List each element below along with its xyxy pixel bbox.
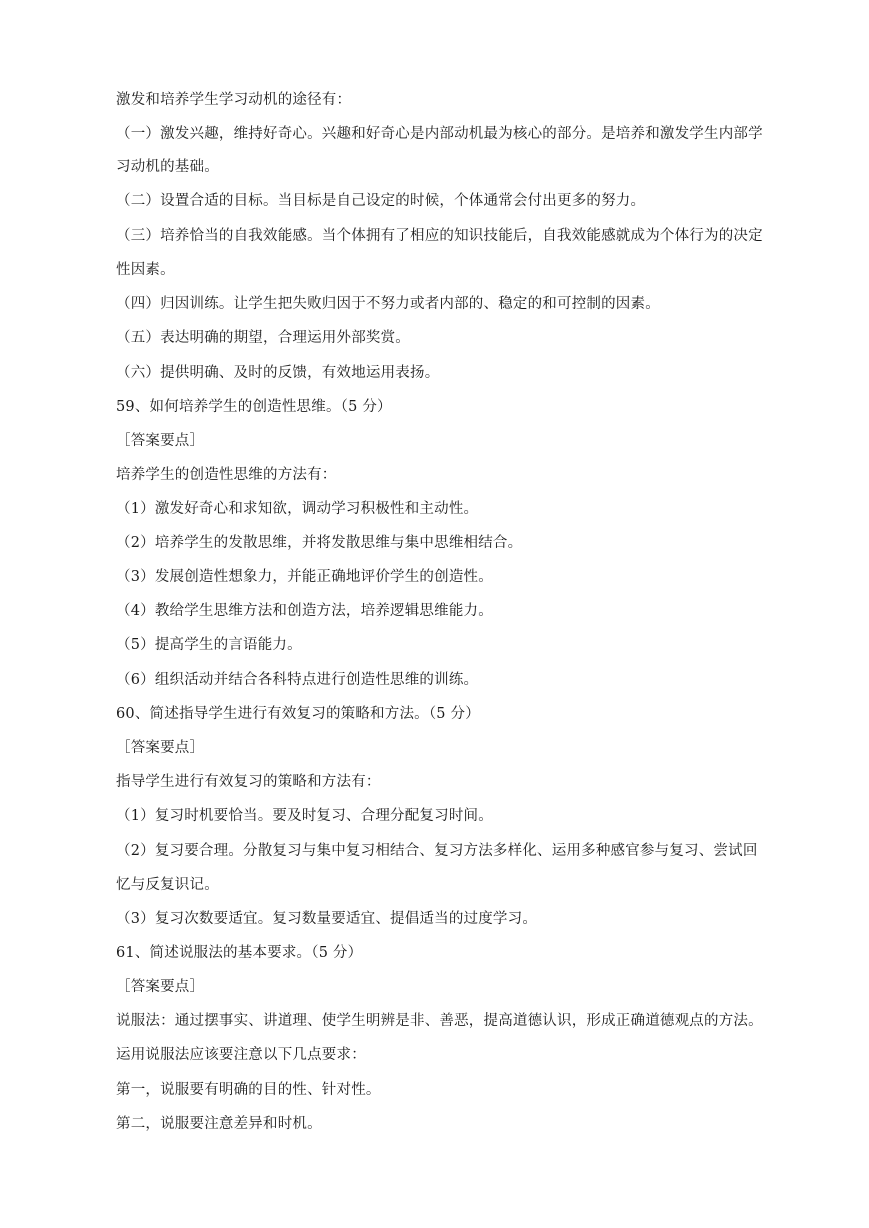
text-line: 忆与反复识记。 [116,877,219,893]
text-line: （六）提供明确、及时的反馈，有效地运用表扬。 [116,365,440,381]
text-line: 激发和培养学生学习动机的途径有： [116,92,352,108]
text-line: （四）归因训练。让学生把失败归因于不努力或者内部的、稳定的和可控制的因素。 [116,296,660,312]
text-line: 第一，说服要有明确的目的性、针对性。 [116,1082,381,1098]
text-line: 培养学生的创造性思维的方法有： [116,467,337,483]
text-line: （6）组织活动并结合各科特点进行创造性思维的训练。 [116,672,479,688]
text-line: 习动机的基础。 [116,159,219,175]
text-line: 说服法：通过摆事实、讲道理、使学生明辨是非、善恶，提高道德认识，形成正确道德观点的方法。 [116,1013,763,1029]
question-heading: 59、如何培养学生的创造性思维。（5 分） [116,399,392,415]
answer-label: ［答案要点］ [116,740,205,756]
text-line: （三）培养恰当的自我效能感。当个体拥有了相应的知识技能后，自我效能感就成为个体行为的决定 [116,228,763,244]
text-line: 指导学生进行有效复习的策略和方法有： [116,774,381,790]
text-line: （5）提高学生的言语能力。 [116,637,302,653]
text-line: （1）激发好奇心和求知欲，调动学习积极性和主动性。 [116,501,479,517]
question-heading: 61、简述说服法的基本要求。（5 分） [116,945,363,961]
question-heading: 60、简述指导学生进行有效复习的策略和方法。（5 分） [116,706,480,722]
text-line: （3）复习次数要适宜。复习数量要适宜、提倡适当的过度学习。 [116,911,538,927]
text-line: （3）发展创造性想象力，并能正确地评价学生的创造性。 [116,569,493,585]
text-line: （五）表达明确的期望，合理运用外部奖赏。 [116,330,410,346]
text-line: （一）激发兴趣，维持好奇心。兴趣和好奇心是内部动机最为核心的部分。是培养和激发学生内部学 [116,126,763,142]
text-line: （1）复习时机要恰当。要及时复习、合理分配复习时间。 [116,808,493,824]
text-line: （4）教给学生思维方法和创造方法，培养逻辑思维能力。 [116,603,493,619]
text-line: （二）设置合适的目标。当目标是自己设定的时候，个体通常会付出更多的努力。 [116,193,646,209]
text-line: 性因素。 [116,262,175,278]
text-line: （2）复习要合理。分散复习与集中复习相结合、复习方法多样化、运用多种感官参与复习、尝试回 [116,843,758,859]
text-line: （2）培养学生的发散思维，并将发散思维与集中思维相结合。 [116,535,523,551]
answer-label: ［答案要点］ [116,433,205,449]
answer-label: ［答案要点］ [116,979,205,995]
text-line: 运用说服法应该要注意以下几点要求： [116,1047,366,1063]
text-line: 第二，说服要注意差异和时机。 [116,1116,322,1132]
